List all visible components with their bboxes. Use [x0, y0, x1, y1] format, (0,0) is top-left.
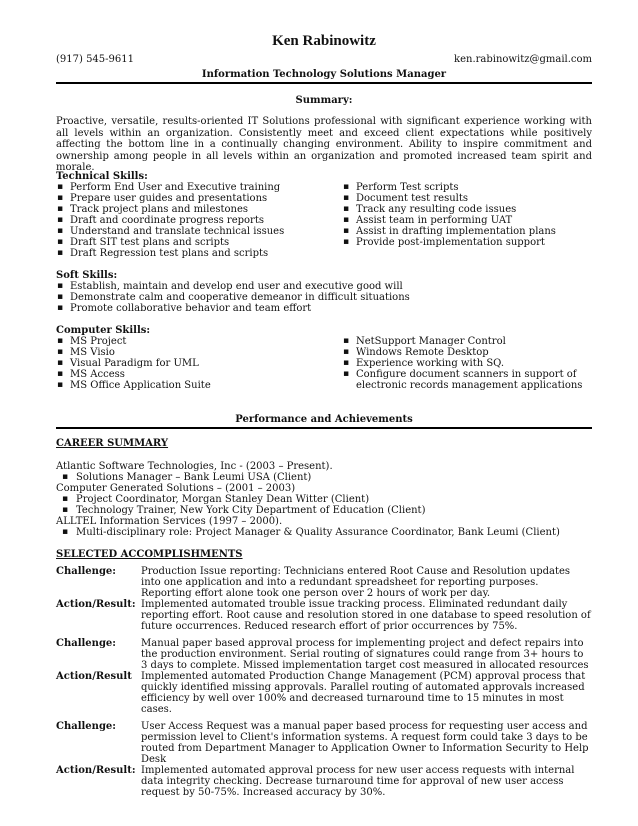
technical-skills-right-list [342, 182, 592, 248]
technical-skill-item: ▪ Draft SIT test plans and scripts [56, 237, 336, 248]
technical-skill-item: ▪ Draft and coordinate progress reports [56, 215, 336, 226]
technical-skill-item: ▪ Understand and translate technical issues [56, 226, 336, 237]
soft-skill-item: ▪ Demonstrate calm and cooperative demeanor in difficult situations [56, 292, 592, 303]
technical-skill-item: ▪ Assist team in performing UAT [342, 215, 592, 226]
accomplishment-text: Implemented automated approval process for new user access requests with internal data integrity checking. Decrease turnaround time for approval of new user access request by 50-75%. Increased accuracy by 30%. [141, 765, 575, 798]
career-employer: ALLTEL Information Services (1997 – 2000). [56, 516, 283, 527]
technical-skills-heading: Technical Skills: [56, 171, 148, 182]
technical-skill-item: ▪ Assist in drafting implementation plans [342, 226, 592, 237]
contact-line [56, 54, 592, 65]
accomplishment-row [56, 599, 592, 632]
career-role: ▪ Multi-disciplinary role: Project Manager & Quality Assurance Coordinator, Bank Leumi (Client) [56, 527, 592, 538]
accomplishment-label: Action/Result [56, 671, 132, 682]
computer-skills-left-list [56, 336, 336, 391]
technical-skill-item: ▪ Perform Test scripts [342, 182, 592, 193]
computer-skill-item: ▪ MS Project [56, 336, 336, 347]
computer-skill-item: ▪ Visual Paradigm for UML [56, 358, 336, 369]
computer-skill-item: ▪ Experience working with SQ. [342, 358, 592, 369]
email-address[interactable]: ken.rabinowitz@gmail.com [454, 54, 592, 65]
computer-skills-right-list [342, 336, 592, 391]
accomplishment-text: Production Issue reporting: Technicians entered Root Cause and Resolution updates into one application and into a redundant spreadsheet for reporting purposes. Reporting effort alone took one person over 2 hours of work per day. [141, 566, 571, 599]
accomplishment-label: Challenge: [56, 566, 116, 577]
phone-number: (917) 545-9611 [56, 54, 134, 65]
computer-skills [56, 325, 336, 391]
accomplishment-row [56, 638, 592, 671]
computer-skill-item: ▪ NetSupport Manager Control [342, 336, 592, 347]
soft-skills-heading: Soft Skills: [56, 270, 118, 281]
career-employer: Computer Generated Solutions – (2001 – 2003) [56, 483, 296, 494]
accomplishment-row [56, 566, 592, 599]
computer-skills-right [342, 336, 592, 391]
career-role: ▪ Technology Trainer, New York City Department of Education (Client) [56, 505, 592, 516]
soft-skills [56, 270, 592, 314]
technical-skill-item: ▪ Track any resulting code issues [342, 204, 592, 215]
accomplishment-text: Implemented automated Production Change Management (PCM) approval process that quickly identified missing approvals. Parallel routing of automated approvals increased efficiency by well over 100% and decreased turnaround time to 15 minutes in most cases. [141, 671, 586, 715]
computer-skill-item: ▪ MS Visio [56, 347, 336, 358]
summary-heading: Summary: [295, 95, 353, 106]
soft-skill-item: ▪ Promote collaborative behavior and team effort [56, 303, 592, 314]
accomplishment-text: Manual paper based approval process for implementing project and defect repairs into the production environment. Serial routing of signatures could range from 3+ hours to 3 days to complete. Missed implementation target cost measured in allocated resources [141, 638, 589, 671]
candidate-name: Ken Rabinowitz [272, 33, 376, 49]
accomplishment-label: Action/Result: [56, 599, 136, 610]
computer-skill-item: ▪ Windows Remote Desktop [342, 347, 592, 358]
accomplishment-row [56, 721, 592, 765]
technical-skills [56, 171, 336, 259]
header-divider [56, 82, 592, 84]
career-role: ▪ Solutions Manager – Bank Leumi USA (Client) [56, 472, 592, 483]
computer-skill-item: ▪ MS Access [56, 369, 336, 380]
technical-skills-left-list [56, 182, 336, 259]
accomplishment-text: User Access Request was a manual paper based process for requesting user access and permission level to Client's information systems. A request form could take 3 days to be routed from Department Manager to Application Owner to Information Security to Help Desk [141, 721, 589, 765]
soft-skills-list [56, 281, 592, 314]
accomplishments-list [56, 566, 592, 798]
soft-skill-item: ▪ Establish, maintain and develop end user and executive good will [56, 281, 592, 292]
computer-skill-item: ▪ MS Office Application Suite [56, 380, 336, 391]
technical-skill-item: ▪ Document test results [342, 193, 592, 204]
technical-skill-item: ▪ Perform End User and Executive training [56, 182, 336, 193]
technical-skill-item: ▪ Provide post-implementation support [342, 237, 592, 248]
career-summary-list [56, 461, 592, 538]
summary-text: Proactive, versatile, results-oriented IT Solutions professional with significant experience working with all levels within an organization. Consistently meet and exceed client expectations while positively affecting the bottom line in a continually changing environment. Ability to inspire commitment and ownership among people in all levels within an organization and promoted increased team spirit and morale. [56, 116, 592, 173]
accomplishment-row [56, 765, 592, 798]
computer-skill-item: ▪ Configure document scanners in support of electronic records management applications [342, 369, 592, 391]
performance-divider [56, 427, 592, 429]
technical-skills-right [342, 182, 592, 248]
career-summary-heading: CAREER SUMMARY [56, 438, 169, 449]
career-role: ▪ Project Coordinator, Morgan Stanley Dean Witter (Client) [56, 494, 592, 505]
accomplishment-text: Implemented automated trouble issue tracking process. Eliminated redundant daily reporting effort. Root cause and resolution stored in one database to speed resolution of future occurrences. Reduced research effort of prior occurrences by 75%. [141, 599, 591, 632]
accomplishment-row [56, 671, 592, 715]
accomplishments-heading: SELECTED ACCOMPLISHMENTS [56, 549, 243, 560]
technical-skill-item: ▪ Track project plans and milestones [56, 204, 336, 215]
accomplishment-label: Challenge: [56, 721, 116, 732]
technical-skill-item: ▪ Draft Regression test plans and scripts [56, 248, 336, 259]
performance-heading: Performance and Achievements [235, 414, 413, 425]
career-employer: Atlantic Software Technologies, Inc - (2003 – Present). [56, 461, 333, 472]
technical-skill-item: ▪ Prepare user guides and presentations [56, 193, 336, 204]
computer-skills-heading: Computer Skills: [56, 325, 151, 336]
accomplishment-label: Action/Result: [56, 765, 136, 776]
job-title: Information Technology Solutions Manager [201, 69, 447, 80]
accomplishment-label: Challenge: [56, 638, 116, 649]
